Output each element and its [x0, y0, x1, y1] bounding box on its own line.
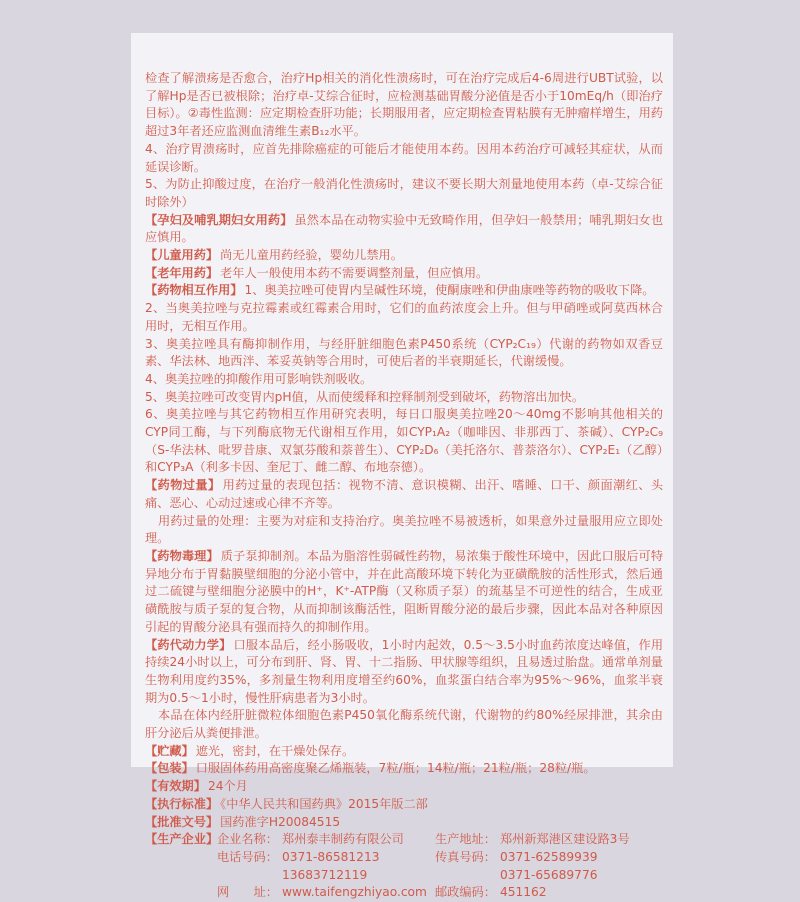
- section-text: 质子泵抑制剂。本品为脂溶性弱碱性药物，易浓集于酸性环境中，因此口服后可特异地分布于胃黏膜壁细胞的分泌小管中，并在此高酸环境下转化为亚磺酰胺的活性形式，然后通过二硫键与壁细胞分泌膜中的H⁺，K⁺-ATP酶（又称质子泵）的巯基呈不可逆性的结合，生成亚磺酰胺与质子泵的复合物，从而抑制该酶活性，阻断胃酸分泌的最后步骤，因此本品对各种原因引起的胃酸分泌具有强而持久的抑制作用。: [145, 548, 664, 634]
- address-label: 生产地址：: [435, 832, 496, 847]
- interaction-item: 2、当奥美拉唑与克拉霉素或红霉素合用时，它们的血药浓度会上升。但与甲硝唑或阿莫西林合用时，无相互作用。: [145, 301, 663, 333]
- company-label: 企业名称：: [217, 832, 278, 847]
- zip-code: 451162: [500, 885, 547, 900]
- section-title: 【 老年用药 】: [145, 266, 218, 280]
- section-pharmacokinetics: [145, 637, 663, 708]
- section-text: 口服本品后，经小肠吸收，1小时内起效，0.5～3.5小时血药浓度达峰值，作用持续24小时以上，可分布到肝、肾、胃、十二指肠、甲状腺等组织，且易透过胎盘。通常单剂量生物利用度约35%，多剂量生物利用度增至约60%，血浆蛋白结合率为95%～96%，血浆半衰期为0.5～1小时，慢性肝病患者为3小时。: [145, 637, 664, 705]
- phone-number: 0371-86581213: [282, 849, 380, 864]
- section-title: 【 有效期 】: [145, 779, 206, 793]
- section-text: 老年人一般使用本药不需要调整剂量，但应慎用。: [220, 265, 489, 280]
- interaction-item: 4、奥美拉唑的抑酸作用可影响铁剂吸收。: [145, 371, 373, 386]
- pharmacokinetics-metabolism: 本品在体内经肝脏微粒体细胞色素P450氧化酶系统代谢，代谢物的约80%经尿排泄，其余由肝分泌后从粪便排泄。: [145, 708, 663, 741]
- interaction-item: 6、奥美拉唑与其它药物相互作用研究表明，每日口服奥美拉唑20～40mg不影响其他相关的CYP同工酶，与下列酶底物无代谢相互作用，如CYP₁A₂（咖啡因、非那西丁、茶碱）、CYP₂C₉（S-华法林、吡罗昔康、双氯芬酸和萘普生）、CYP₂D₆（美托洛尔、普萘洛尔）、CYP₂E₁（乙醇）和CYP₃A（利多卡因、奎尼丁、雌二醇、布地奈德）。: [145, 407, 663, 475]
- section-title: 【 药物过量 】: [145, 478, 221, 492]
- address-value: 郑州新郑港区建设路3号: [500, 832, 630, 847]
- section-approval: [145, 814, 663, 832]
- overdose-treatment: 用药过量的处理：主要为对症和支持治疗。奥美拉唑不易被透析，如果意外过量服用应立即处理。: [145, 513, 663, 546]
- section-text: 尚无儿童用药经验，婴幼儿禁用。: [220, 248, 403, 263]
- web-url: www.taifengzhiyao.com: [282, 885, 427, 900]
- phone-row: [145, 849, 663, 867]
- section-text: 国药准字H20084515: [220, 814, 341, 829]
- caution-item-4: 4、治疗胃溃疡时，应首先排除癌症的可能后才能使用本药。因用本药治疗可减轻其症状，从而延误诊断。: [145, 141, 663, 174]
- section-title: 【 贮藏 】: [145, 744, 194, 758]
- section-text: 用药过量的表现包括：视物不清、意识模糊、出汗、嗜睡、口干、颜面潮红、头痛、恶心、心动过速或心律不齐等。: [145, 478, 664, 510]
- fax-number: 0371-62589939: [500, 849, 598, 864]
- fax-label: 传真号码：: [435, 849, 496, 864]
- section-text: 24个月: [207, 779, 248, 794]
- leaflet-page: [131, 33, 673, 900]
- section-package: [145, 760, 663, 778]
- phone-number: 13683712119: [282, 867, 368, 882]
- section-title: 【 药物相互作用 】: [145, 283, 243, 297]
- section-overdose: [145, 477, 663, 512]
- section-text: 遮光，密封，在干燥处保存。: [195, 743, 355, 758]
- interaction-item: 5、奥美拉唑可改变胃内pH值，从而使缓释和控释制剂受到破坏，药物溶出加快。: [145, 389, 585, 404]
- section-title: 【 儿童用药 】: [145, 248, 218, 262]
- web-label: 网 址：: [217, 885, 278, 900]
- monitoring-paragraph: 检查了解溃疡是否愈合，治疗Hp相关的消化性溃疡时，可在治疗完成后4-6周进行UBT试验，以了解Hp是否已被根除；治疗卓-艾综合征时，应检测基础胃酸分泌值是否小于10mEq/h（即治疗目标）。②毒性监测：应定期检查肝功能；长期服用者，应定期检查胃粘膜有无肿瘤样增生，用药超过3年者还应监测血清维生素B₁₂水平。: [145, 71, 663, 139]
- section-title: 【 药代动力学 】: [145, 638, 231, 652]
- zip-label: 邮政编码：: [435, 885, 496, 900]
- leaflet-content: [145, 70, 663, 902]
- interaction-item: 3、奥美拉唑具有酶抑制作用，与经肝脏细胞色素P450系统（CYP₂C₁₉）代谢的药物如双香豆素、华法林、地西泮、苯妥英钠等合用时，可使后者的半衰期延长，代谢缓慢。: [145, 336, 663, 369]
- section-title: 【 执行标准 】: [145, 797, 218, 811]
- section-title: 【 药物毒理 】: [145, 549, 219, 563]
- section-text: 虽然本品在动物实验中无致畸作用，但孕妇一般禁用；哺乳期妇女也应慎用。: [145, 212, 664, 245]
- section-elderly: [145, 265, 663, 283]
- manufacturer-row: [145, 831, 663, 849]
- section-validity: [145, 778, 663, 796]
- section-text: 《中华人民共和国药典》2015年版二部: [220, 796, 428, 811]
- phone-row-2: [145, 867, 663, 885]
- section-pregnancy: [145, 212, 663, 247]
- section-children: [145, 247, 663, 265]
- section-text: 1、奥美拉唑可使胃内呈碱性环境，使酮康唑和伊曲康唑等药物的吸收下降。: [244, 283, 655, 298]
- phone-label: 电话号码：: [217, 849, 278, 864]
- company-name: 郑州泰丰制药有限公司: [282, 832, 404, 847]
- section-title: 【 孕妇及哺乳期妇女用药 】: [145, 213, 292, 227]
- caution-item-5: 5、为防止抑酸过度，在治疗一般消化性溃疡时，建议不要长期大剂量地使用本药（卓-艾综合征时除外）: [145, 177, 663, 209]
- fax-number: 0371-65689776: [500, 867, 598, 882]
- web-row: [145, 884, 663, 902]
- section-storage: [145, 743, 663, 761]
- section-text: 口服固体药用高密度聚乙烯瓶装，7粒/瓶；14粒/瓶；21粒/瓶；28粒/瓶。: [195, 761, 596, 776]
- section-title: 【 批准文号 】: [145, 815, 218, 829]
- section-standard: [145, 796, 663, 814]
- section-title: 【 包装 】: [145, 761, 194, 775]
- section-interactions: [145, 282, 663, 300]
- section-toxicology: [145, 548, 663, 637]
- section-title: 【 生产企业 】: [145, 831, 218, 849]
